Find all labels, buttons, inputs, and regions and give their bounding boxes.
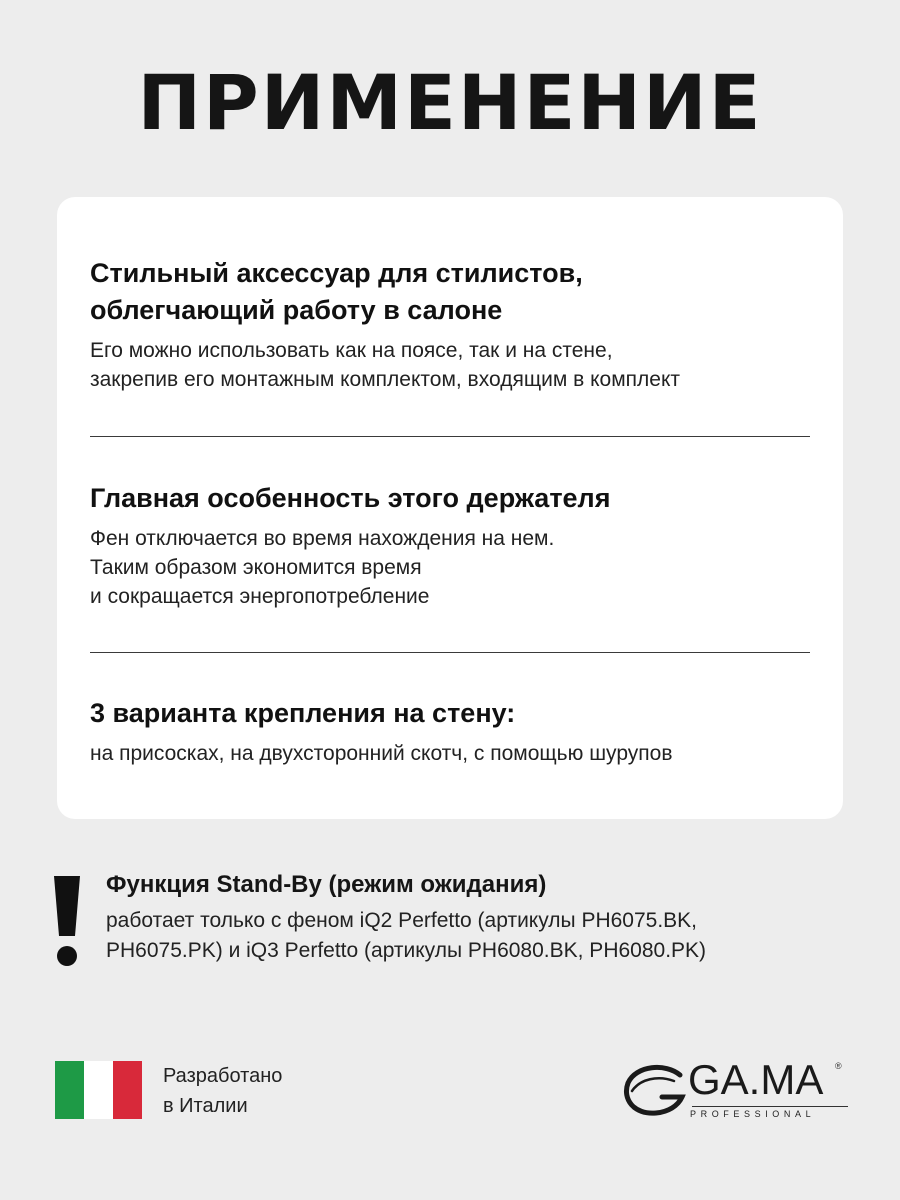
note-body bbox=[106, 906, 846, 966]
page-title: ПРИМЕНЕНИЕ bbox=[137, 58, 763, 147]
section-heading bbox=[90, 695, 812, 732]
registered-mark: ® bbox=[835, 1061, 842, 1071]
section-heading bbox=[90, 255, 812, 329]
logo-swoosh-icon bbox=[622, 1061, 692, 1119]
section-stylish-accessory bbox=[90, 255, 812, 394]
exclamation-icon bbox=[50, 872, 84, 968]
flag-stripe-green bbox=[55, 1061, 84, 1119]
body-line: и сокращается энергопотребление bbox=[90, 585, 430, 608]
heading-line: Стильный аксессуар для стилистов, bbox=[90, 258, 583, 288]
divider bbox=[90, 652, 810, 653]
note-text bbox=[106, 868, 846, 966]
divider bbox=[90, 436, 810, 437]
heading-line: Главная особенность этого держателя bbox=[90, 483, 611, 513]
italy-flag-icon bbox=[55, 1061, 142, 1119]
body-line: Таким образом экономится время bbox=[90, 556, 422, 579]
body-line: на присосках, на двухсторонний скотч, с помощью шурупов bbox=[90, 742, 673, 765]
body-line: работает только с феном iQ2 Perfetto (артикулы PH6075.BK, bbox=[106, 909, 698, 932]
body-line: Его можно использовать как на поясе, так и на стене, bbox=[90, 339, 613, 362]
section-body bbox=[90, 524, 812, 611]
flag-stripe-white bbox=[84, 1061, 113, 1119]
made-in-line: в Италии bbox=[163, 1095, 248, 1117]
flag-stripe-red bbox=[113, 1061, 142, 1119]
body-line: закрепив его монтажным комплектом, входящим в комплект bbox=[90, 368, 680, 391]
standby-note bbox=[50, 866, 850, 976]
logo-underline bbox=[692, 1106, 848, 1107]
body-line: Фен отключается во время нахождения на нем. bbox=[90, 527, 555, 550]
note-heading: Функция Stand-By (режим ожидания) bbox=[106, 871, 547, 898]
section-body bbox=[90, 336, 812, 394]
body-line: PH6075.PK) и iQ3 Perfetto (артикулы PH6080.BK, PH6080.PK) bbox=[106, 939, 707, 962]
brand-tagline: PROFESSIONAL bbox=[690, 1109, 816, 1119]
gama-logo bbox=[622, 1057, 848, 1123]
heading-line: 3 варианта крепления на стену: bbox=[90, 698, 516, 728]
section-heading bbox=[90, 480, 812, 517]
heading-line: облегчающий работу в салоне bbox=[90, 295, 503, 325]
section-mounting-options bbox=[90, 695, 812, 768]
made-in-italy-text bbox=[163, 1061, 282, 1121]
brand-name: GA.MA bbox=[688, 1056, 824, 1103]
info-card bbox=[57, 197, 843, 819]
made-in-line: Разработано bbox=[163, 1065, 283, 1087]
section-body bbox=[90, 739, 812, 768]
section-main-feature bbox=[90, 480, 812, 611]
